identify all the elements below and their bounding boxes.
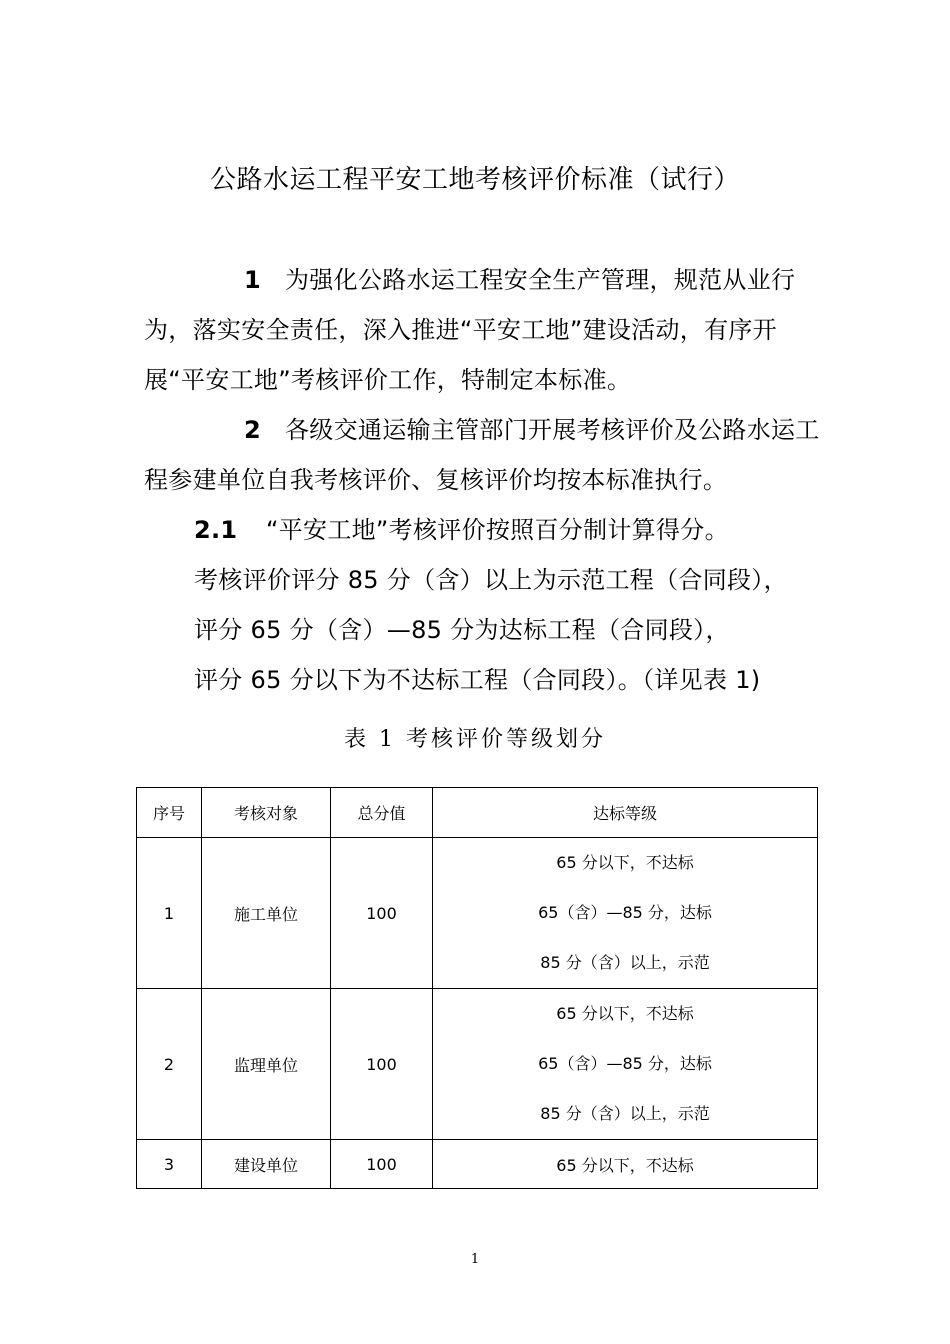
table-row: [137, 989, 818, 1140]
row-index: 2: [137, 989, 202, 1140]
table-row: [137, 838, 818, 989]
grade-line: 85 分（含）以上，示范: [540, 953, 710, 972]
row-object: 施工单位: [202, 838, 331, 989]
row-grades: [433, 1140, 818, 1189]
row-grades: [433, 989, 818, 1140]
row-index: 1: [137, 838, 202, 989]
row-score: 100: [331, 838, 433, 989]
table-row: [137, 1140, 818, 1189]
grade-line: 65 分以下，不达标: [556, 853, 694, 872]
row-grades: [433, 838, 818, 989]
header-index: 序号: [137, 788, 202, 838]
grade-line: 65 分以下，不达标: [556, 1155, 694, 1175]
section-1-paragraph: [144, 255, 824, 405]
section-2-1-line: 评分 65 分（含）—85 分为达标工程（合同段），: [194, 616, 730, 644]
section-2-1-line: 评分 65 分以下为不达标工程（合同段）。（详见表 1): [194, 666, 761, 694]
document-title: 公路水运工程平安工地考核评价标准（试行）: [209, 165, 740, 195]
grade-line: 65（含）—85 分，达标: [538, 1054, 712, 1073]
section-2-1-line: “平安工地”考核评价按照百分制计算得分。: [266, 516, 729, 544]
header-object: 考核对象: [202, 788, 331, 838]
table-header-row: [137, 788, 818, 838]
grade-table: [136, 787, 818, 1189]
section-2-paragraph: [144, 405, 824, 505]
section-2-1-paragraph: [144, 505, 824, 705]
grade-line: 65 分以下，不达标: [556, 1004, 694, 1023]
table-caption: 表 1 考核评价等级划分: [344, 727, 606, 752]
row-object: 监理单位: [202, 989, 331, 1140]
section-2-text: 各级交通运输主管部门开展考核评价及公路水运工程参建单位自我考核评价、复核评价均按本标准执行。: [144, 416, 820, 494]
header-grade: 达标等级: [433, 788, 818, 838]
row-score: 100: [331, 1140, 433, 1189]
section-2-1-line: 考核评价评分 85 分（含）以上为示范工程（合同段），: [194, 566, 788, 594]
section-2-1-number: 2.1: [194, 516, 238, 544]
section-1-text: 为强化公路水运工程安全生产管理，规范从业行为，落实安全责任，深入推进“平安工地”建设活动，有序开展“平安工地”考核评价工作，特制定本标准。: [144, 266, 796, 394]
section-2-number: 2: [244, 416, 261, 444]
header-score: 总分值: [331, 788, 433, 838]
row-score: 100: [331, 989, 433, 1140]
grade-line: 85 分（含）以上，示范: [540, 1104, 710, 1123]
grade-line: 65（含）—85 分，达标: [538, 903, 712, 922]
page-number: 1: [470, 1252, 480, 1267]
section-1-number: 1: [244, 266, 261, 294]
row-object: 建设单位: [202, 1140, 331, 1189]
row-index: 3: [137, 1140, 202, 1189]
